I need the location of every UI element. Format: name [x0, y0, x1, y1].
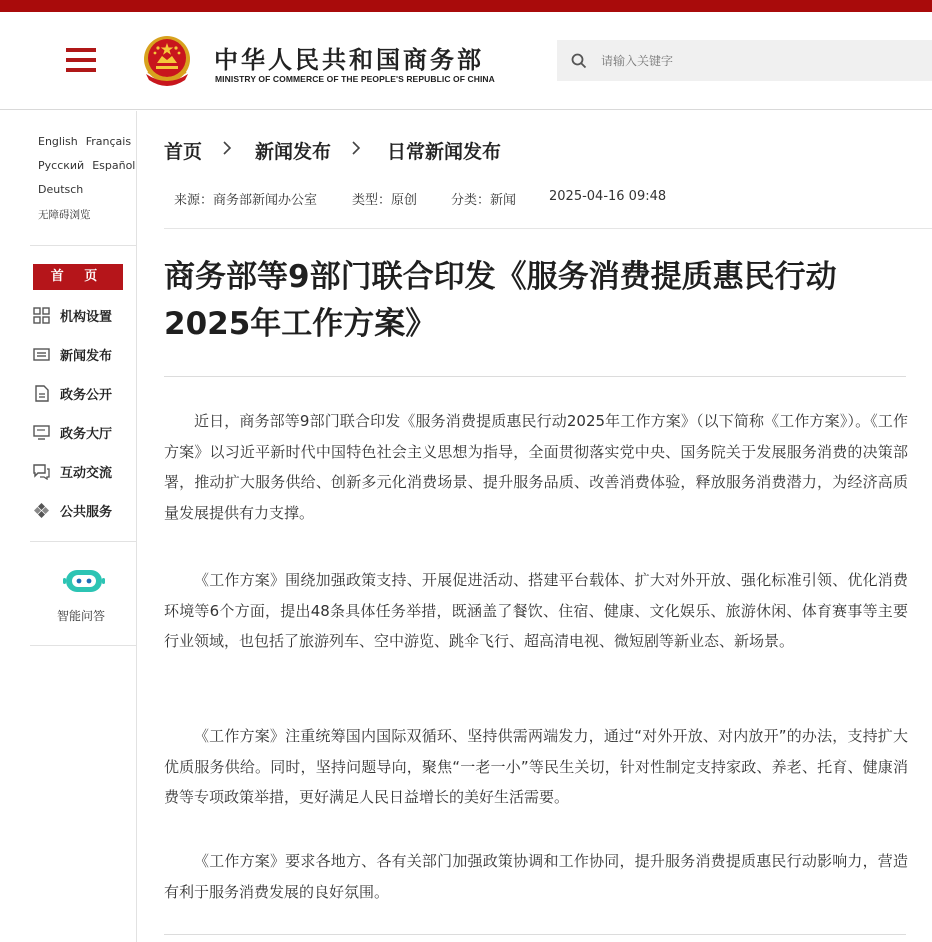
breadcrumb-home[interactable]: 首页	[164, 141, 203, 163]
lang-german[interactable]: Deutsch	[38, 183, 84, 196]
sidebar-item-label: 新闻发布	[60, 349, 113, 364]
lang-spanish[interactable]: Español	[92, 159, 136, 172]
sidebar-item-public-service[interactable]	[33, 499, 133, 523]
sidebar-item-interaction[interactable]	[33, 460, 133, 484]
menu-icon[interactable]	[66, 48, 96, 74]
sidebar-divider	[30, 245, 136, 246]
breadcrumb-news[interactable]: 新闻发布	[255, 141, 332, 163]
logo-english-title[interactable]: MINISTRY OF COMMERCE OF THE PEOPLE'S REPUBLIC OF CHINA	[215, 74, 495, 84]
logo-chinese-title[interactable]: 中华人民共和国商务部	[214, 46, 484, 74]
search-box	[557, 40, 932, 81]
chat-icon	[33, 463, 50, 480]
meta-datetime: 2025-04-16 09:48	[549, 189, 667, 204]
sidebar-item-label: 互动交流	[60, 466, 113, 481]
sidebar-home-button[interactable]: 首 页	[33, 264, 123, 290]
title-divider	[164, 376, 906, 377]
sidebar-item-label: 政务公开	[60, 388, 113, 403]
sidebar-item-label: 机构设置	[60, 310, 113, 325]
search-input[interactable]	[601, 40, 921, 81]
left-sidebar	[0, 111, 137, 942]
sidebar-divider	[30, 541, 136, 542]
meta-category: 分类：新闻	[451, 193, 517, 208]
robot-assistant-icon[interactable]	[63, 566, 105, 596]
language-row-1	[38, 135, 139, 148]
article-paragraph: 《工作方案》要求各地方、各有关部门加强政策协调和工作协同，提升服务消费提质惠民行动影响力，营造有利于服务消费发展的良好氛围。	[164, 852, 908, 901]
article-paragraph: 《工作方案》注重统筹国内国际双循环、坚持供需两端发力，通过“对外开放、对内放开”的办法，支持扩大优质服务供给。同时，坚持问题导向，聚焦“一老一小”等民生关切，针对性制定支持家政、养老、托育、健康消费等专项政策举措，更好满足人民日益增长的美好生活需要。	[164, 727, 908, 806]
lang-french[interactable]: Français	[85, 135, 132, 148]
sidebar-item-organization[interactable]	[33, 304, 133, 328]
sidebar-item-news[interactable]	[33, 343, 133, 367]
search-icon[interactable]	[571, 53, 587, 69]
lang-russian[interactable]: Русский	[38, 159, 85, 172]
sidebar-item-gov-affairs[interactable]	[33, 382, 133, 406]
language-row-2	[38, 159, 143, 172]
sidebar-item-service-hall[interactable]	[33, 421, 133, 445]
grid-icon	[33, 307, 50, 324]
sidebar-item-label: 政务大厅	[60, 427, 113, 442]
news-icon	[33, 346, 50, 363]
site-header	[0, 12, 932, 110]
chevron-right-icon	[222, 140, 232, 156]
meta-divider	[164, 228, 932, 229]
service-icon	[33, 502, 50, 519]
lang-english[interactable]: English	[38, 135, 78, 148]
article-end-divider	[164, 934, 906, 935]
document-icon	[33, 385, 50, 402]
accessibility-link[interactable]: 无障碍浏览	[38, 209, 91, 221]
meta-source: 来源：商务部新闻办公室	[174, 193, 318, 208]
assistant-label[interactable]: 智能问答	[57, 609, 106, 623]
top-accent-bar	[0, 0, 932, 12]
article-paragraph: 近日，商务部等9部门联合印发《服务消费提质惠民行动2025年工作方案》（以下简称《工作方案》）。《工作方案》以习近平新时代中国特色社会主义思想为指导，全面贯彻落实党中央、国务院关于发展服务消费的决策部署，推动扩大服务供给、创新多元化消费场景、提升服务品质、改善消费体验，释放服务消费潜力，为经济高质量发展提供有力支撑。	[164, 412, 908, 522]
sidebar-item-label: 公共服务	[60, 505, 113, 520]
article-title: 商务部等9部门联合印发《服务消费提质惠民行动2025年工作方案》	[164, 259, 837, 342]
accessibility-row	[38, 207, 99, 222]
sidebar-divider	[30, 645, 136, 646]
breadcrumb-daily-news[interactable]: 日常新闻发布	[387, 141, 502, 163]
monitor-icon	[33, 424, 50, 441]
national-emblem-icon[interactable]	[140, 34, 194, 90]
language-row-3	[38, 183, 91, 196]
chevron-right-icon	[351, 140, 361, 156]
article-paragraph: 《工作方案》围绕加强政策支持、开展促进活动、搭建平台载体、扩大对外开放、强化标准引领、优化消费环境等6个方面，提出48条具体任务举措，既涵盖了餐饮、住宿、健康、文化娱乐、旅游休闲、体育赛事等主要行业领域，也包括了旅游列车、空中游览、跳伞飞行、超高清电视、微短剧等新业态、新场景。	[164, 571, 908, 650]
meta-type: 类型：原创	[352, 193, 418, 208]
